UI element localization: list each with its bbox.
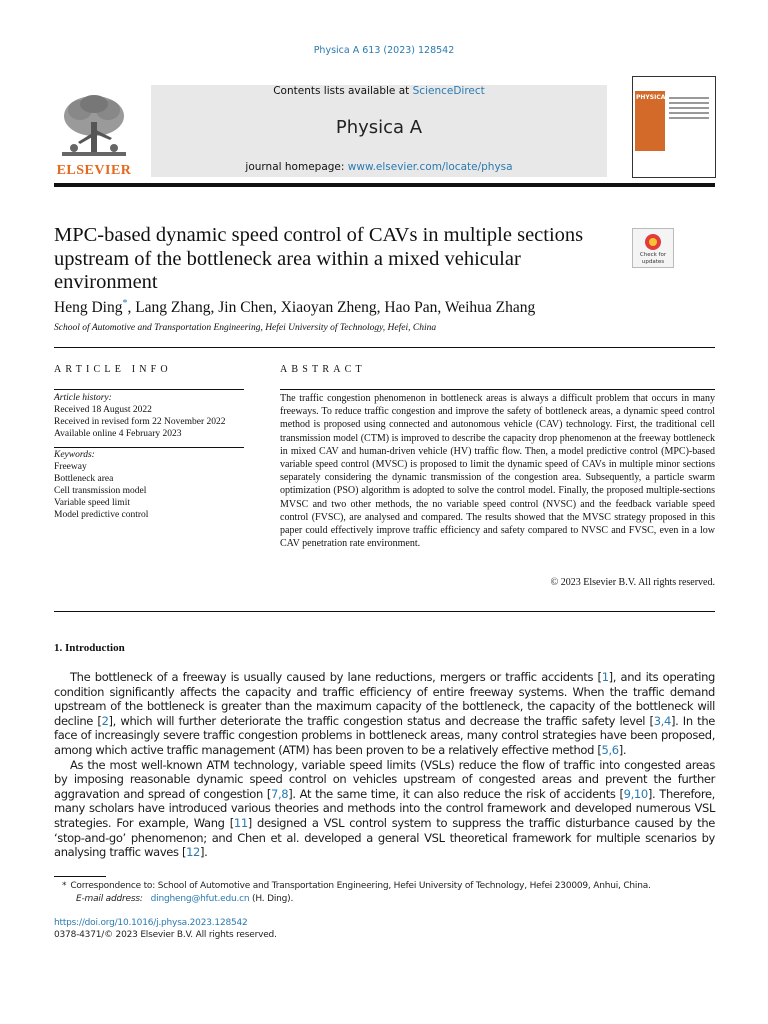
keyword-item: Variable speed limit: [54, 498, 130, 508]
correspondence-note: [54, 880, 715, 893]
footnote-mark: *: [62, 881, 67, 891]
footnote-rule: [54, 876, 106, 877]
info-rule-1: [54, 389, 244, 390]
title-rule: [54, 347, 715, 348]
article-history: [54, 392, 244, 440]
cover-title: PHYSICA: [636, 94, 666, 101]
affiliation: School of Automotive and Transportation Engineering, Hefei University of Technology, Hefei, China: [54, 323, 437, 333]
email-line: [54, 893, 715, 906]
keyword-item: Model predictive control: [54, 510, 149, 520]
journal-homepage-link[interactable]: www.elsevier.com/locate/physa: [347, 161, 513, 173]
text-run: ]. Therefore, many scholars have introduced various theories and methods into the control framework and developed numerous VSL strategies. For example, Wang [: [54, 786, 715, 830]
check-updates-label: Check for updates: [639, 252, 667, 265]
article-title: MPC-based dynamic speed control of CAVs in multiple sections upstream of the bottleneck area within a mixed vehicular environment: [54, 224, 584, 293]
footnote: [54, 880, 715, 905]
citation-link[interactable]: 2: [101, 713, 109, 728]
abstract-copyright: © 2023 Elsevier B.V. All rights reserved.: [550, 577, 715, 588]
header-rule: [54, 183, 715, 187]
journal-banner: [151, 85, 607, 177]
text-run: ].: [618, 742, 627, 757]
text-run: ], and its operating condition significantly affects the capacity and traffic efficiency of entire freeway systems. When the traffic demand upstream of the bottleneck is greater than the maximum capacity of the bottleneck, the capacity of the bottleneck will decline [: [54, 670, 715, 728]
citation-link[interactable]: 11: [233, 815, 248, 830]
check-for-updates-button[interactable]: [632, 228, 674, 268]
keyword-item: Cell transmission model: [54, 486, 147, 496]
citation-link[interactable]: 9,10: [623, 786, 648, 801]
keywords: [54, 449, 244, 521]
text-run: ].: [200, 845, 208, 860]
article-info-heading: ARTICLE INFO: [54, 364, 172, 375]
author-others: , Lang Zhang, Jin Chen, Xiaoyan Zheng, Hao Pan, Weihua Zhang: [127, 299, 536, 317]
author-corresponding: Heng Ding: [54, 299, 123, 317]
history-received: Received 18 August 2022: [54, 405, 152, 415]
journal-reference[interactable]: Physica A 613 (2023) 128542: [313, 45, 455, 56]
keyword-item: Freeway: [54, 462, 87, 472]
keywords-label: Keywords:: [54, 450, 95, 460]
text-run: ] designed a VSL control system to suppress the traffic disturbance caused by the ‘stop-and-go’ phenomenon; and Chen et al. developed a general VSL theoretical framework for multiple scenarios by analysing traffic waves [: [54, 815, 715, 860]
citation-link[interactable]: 7,8: [271, 786, 289, 801]
text-run: The bottleneck of a freeway is usually caused by lane reductions, mergers or traffic accidents [: [70, 670, 602, 684]
history-label: Article history:: [54, 393, 112, 403]
contents-prefix: Contents lists available at: [273, 85, 413, 97]
corresponding-author-mark[interactable]: *: [122, 298, 128, 309]
intro-paragraph-1: [54, 670, 715, 758]
correspondence-text: Correspondence to: School of Automotive and Transportation Engineering, Hefei University of Technology, Hefei 230009, Anhui, China.: [70, 881, 651, 891]
journal-cover-thumbnail[interactable]: [632, 76, 716, 178]
journal-title: Physica A: [335, 117, 423, 138]
cover-text-lines: [669, 97, 709, 122]
email-suffix: (H. Ding).: [249, 893, 294, 904]
citation-link[interactable]: 3,4: [653, 713, 671, 728]
issn-copyright: 0378-4371/© 2023 Elsevier B.V. All rights reserved.: [54, 930, 277, 940]
introduction-heading: 1. Introduction: [54, 642, 125, 654]
text-run: ], which will further deteriorate the traffic congestion status and decrease the traffic safety level [: [108, 713, 654, 728]
crossmark-icon: [645, 234, 661, 250]
text-run: As the most well-known ATM technology, variable speed limits (VSLs) reduce the flow of traffic into congested areas by imposing reasonable dynamic speed control on vehicles upstream of congested areas and prevent the further aggravation and spread of congestion [: [54, 757, 715, 801]
intro-paragraph-2: [54, 758, 715, 860]
history-online: Available online 4 February 2023: [54, 429, 182, 439]
citation-link[interactable]: 5,6: [601, 742, 619, 757]
info-rule-2: [54, 447, 244, 448]
homepage-prefix: journal homepage:: [245, 161, 348, 173]
citation-link[interactable]: 1: [601, 670, 609, 684]
introduction-body: [54, 670, 715, 860]
citation-link[interactable]: 12: [186, 845, 201, 860]
text-run: ]. At the same time, it can also reduce the risk of accidents [: [288, 786, 624, 801]
contents-line: [151, 85, 607, 97]
email-label: E-mail address:: [76, 893, 143, 904]
homepage-line: [151, 161, 607, 173]
abstract-heading: ABSTRACT: [280, 364, 366, 375]
text-run: ]. In the face of increasingly severe traffic congestion problems in bottleneck areas, many control strategies have been proposed, among which active traffic management (ATM) has been proven to be a relatively effective method [: [54, 713, 716, 757]
abstract-rule: [280, 389, 715, 390]
email-link[interactable]: dingheng@hfut.edu.cn: [150, 893, 250, 904]
keyword-item: Bottleneck area: [54, 474, 114, 484]
publisher-name: ELSEVIER: [56, 163, 132, 178]
history-revised: Received in revised form 22 November 2022: [54, 417, 226, 427]
author-list: [54, 298, 714, 317]
doi-link[interactable]: https://doi.org/10.1016/j.physa.2023.128542: [54, 918, 248, 928]
abstract-text: The traffic congestion phenomenon in bottleneck areas is always a difficult problem that occurs in many freeways. To reduce traffic congestion and improve the safety of bottleneck areas, a dynamic speed control method is proposed using connected and autonomous vehicle (CAV) technology. First, the traditional cell transmission model (CTM) is improved to describe the capacity drop phenomenon at the freeway bottleneck in mixed CAV and human-driven vehicle (HV) traffic flow. Then, a model predictive control (MPC)-based variable speed control (MVSC) is proposed to limit the dynamic speed of CAVs in multiple minor sections separately considering the dynamic transmission of the congestion area. Subsequently, a particle swarm optimization (PSO) algorithm is adopted to solve the control model. Finally, the proposed multiple-sections MVSC and two other methods, the no variable speed control (NVSC) and the feedback variable speed control (FVSC), are analysed and compared. The results showed that the MVSC strategy proposed in this paper could effectively improve traffic efficiency and safety compared to NVSC and FVSC, even in a low CAV penetration rate environment.: [280, 393, 715, 550]
abstract-bottom-rule: [54, 611, 715, 612]
sciencedirect-link[interactable]: ScienceDirect: [412, 85, 485, 97]
